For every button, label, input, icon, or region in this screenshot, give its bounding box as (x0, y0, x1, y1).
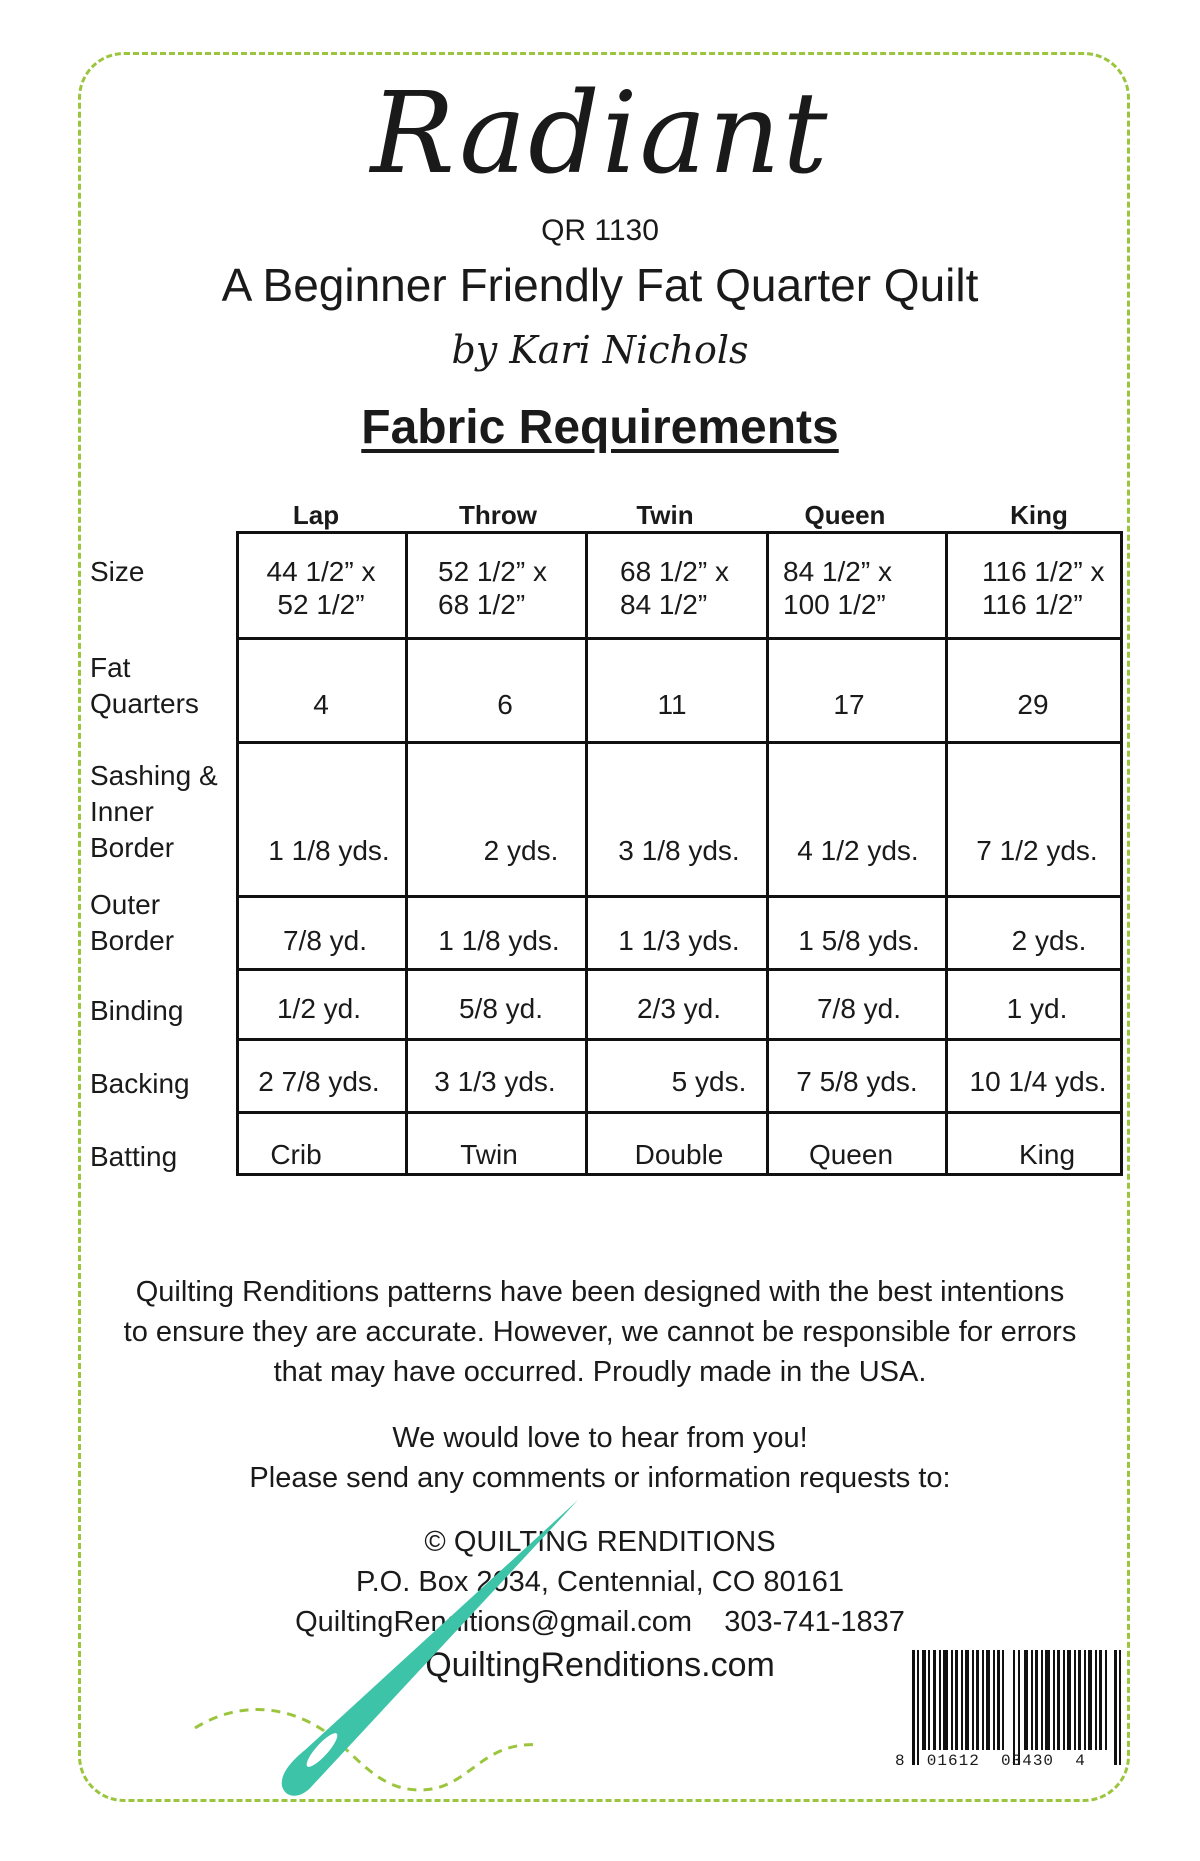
table-cell: 7/8 yd. (282, 925, 368, 956)
table-cell: 10 1/4 yds. (969, 1066, 1107, 1097)
table-cell: 4 (313, 689, 329, 720)
table-cell: 7 1/2 yds. (976, 835, 1098, 866)
table-cell: 1 1/3 yds. (618, 925, 740, 956)
website-link[interactable]: QuiltingRenditions.com (425, 1646, 775, 1684)
pattern-subtitle: A Beginner Friendly Fat Quarter Quilt (221, 259, 979, 311)
pattern-code: QR 1130 (541, 214, 659, 247)
table-cell: Double (634, 1139, 724, 1170)
pattern-author: by Kari Nichols (451, 328, 749, 372)
table-cell: 116 1/2” x 116 1/2” (982, 556, 1105, 620)
table-cell: 5/8 yd. (458, 993, 544, 1024)
table-cell: 1 1/8 yds. (268, 835, 390, 866)
table-cell: 29 (1017, 689, 1049, 720)
row-label-binding: Binding (90, 995, 184, 1026)
table-cell: 68 1/2” x 84 1/2” (620, 556, 729, 620)
column-header-twin: Twin (636, 500, 694, 530)
row-label-outer-border: Outer Border (90, 889, 175, 956)
table-cell: 52 1/2” x 68 1/2” (438, 556, 547, 620)
row-label-batting: Batting (90, 1141, 178, 1172)
table-cell: Twin (460, 1139, 518, 1170)
disclaimer-line: Quilting Renditions patterns have been designed with the best intentions (135, 1276, 1065, 1308)
column-header-queen: Queen (804, 500, 886, 530)
table-cell: 1 1/8 yds. (438, 925, 560, 956)
disclaimer-line: that may have occurred. Proudly made in the USA. (273, 1356, 927, 1388)
table-cell: 1/2 yd. (276, 993, 362, 1024)
row-label-size: Size (90, 556, 145, 587)
table-cell: 44 1/2” x 52 1/2” (266, 556, 376, 620)
table-cell: 5 yds. (671, 1066, 747, 1097)
table-cell: 7 5/8 yds. (796, 1066, 918, 1097)
column-header-throw: Throw (459, 500, 537, 530)
table-cell: 2 yds. (1011, 925, 1087, 956)
table-cell: 3 1/8 yds. (618, 835, 740, 866)
table-cell: 4 1/2 yds. (797, 835, 919, 866)
table-cell: 11 (657, 689, 687, 720)
table-cell: 1 5/8 yds. (798, 925, 920, 956)
email-phone: QuiltingRenditions@gmail.com 303-741-1837 (295, 1606, 905, 1638)
row-label-sashing: Sashing & Inner Border (90, 760, 218, 863)
disclaimer-line: to ensure they are accurate. However, we cannot be responsible for errors (123, 1316, 1077, 1348)
table-cell: Crib (270, 1139, 322, 1170)
company-name: © QUILTING RENDITIONS (424, 1526, 776, 1558)
table-cell: 84 1/2” x 100 1/2” (783, 556, 892, 620)
column-header-lap: Lap (292, 500, 340, 530)
row-label-fat-quarters: Fat Quarters (90, 652, 199, 719)
table-cell: Queen (808, 1139, 894, 1170)
table-cell: 2 yds. (483, 835, 559, 866)
table-cell: 6 (497, 689, 513, 720)
table-cell: 2 7/8 yds. (258, 1066, 380, 1097)
section-heading: Fabric Requirements (361, 401, 839, 454)
table-cell: King (1018, 1139, 1076, 1170)
pattern-title: Radiant (370, 69, 830, 199)
column-header-king: King (1010, 500, 1068, 530)
postal-address: P.O. Box 2034, Centennial, CO 80161 (356, 1566, 844, 1598)
table-cell: 1 yd. (1006, 993, 1068, 1024)
table-cell: 17 (833, 689, 865, 720)
contact-line: Please send any comments or information requests to: (249, 1462, 951, 1494)
contact-line: We would love to hear from you! (392, 1422, 808, 1454)
table-cell: 3 1/3 yds. (434, 1066, 556, 1097)
table-cell: 7/8 yd. (816, 993, 902, 1024)
row-label-backing: Backing (90, 1068, 190, 1099)
barcode-digits: 8 01612 03430 4 (895, 1752, 1086, 1770)
table-cell: 2/3 yd. (636, 993, 722, 1024)
